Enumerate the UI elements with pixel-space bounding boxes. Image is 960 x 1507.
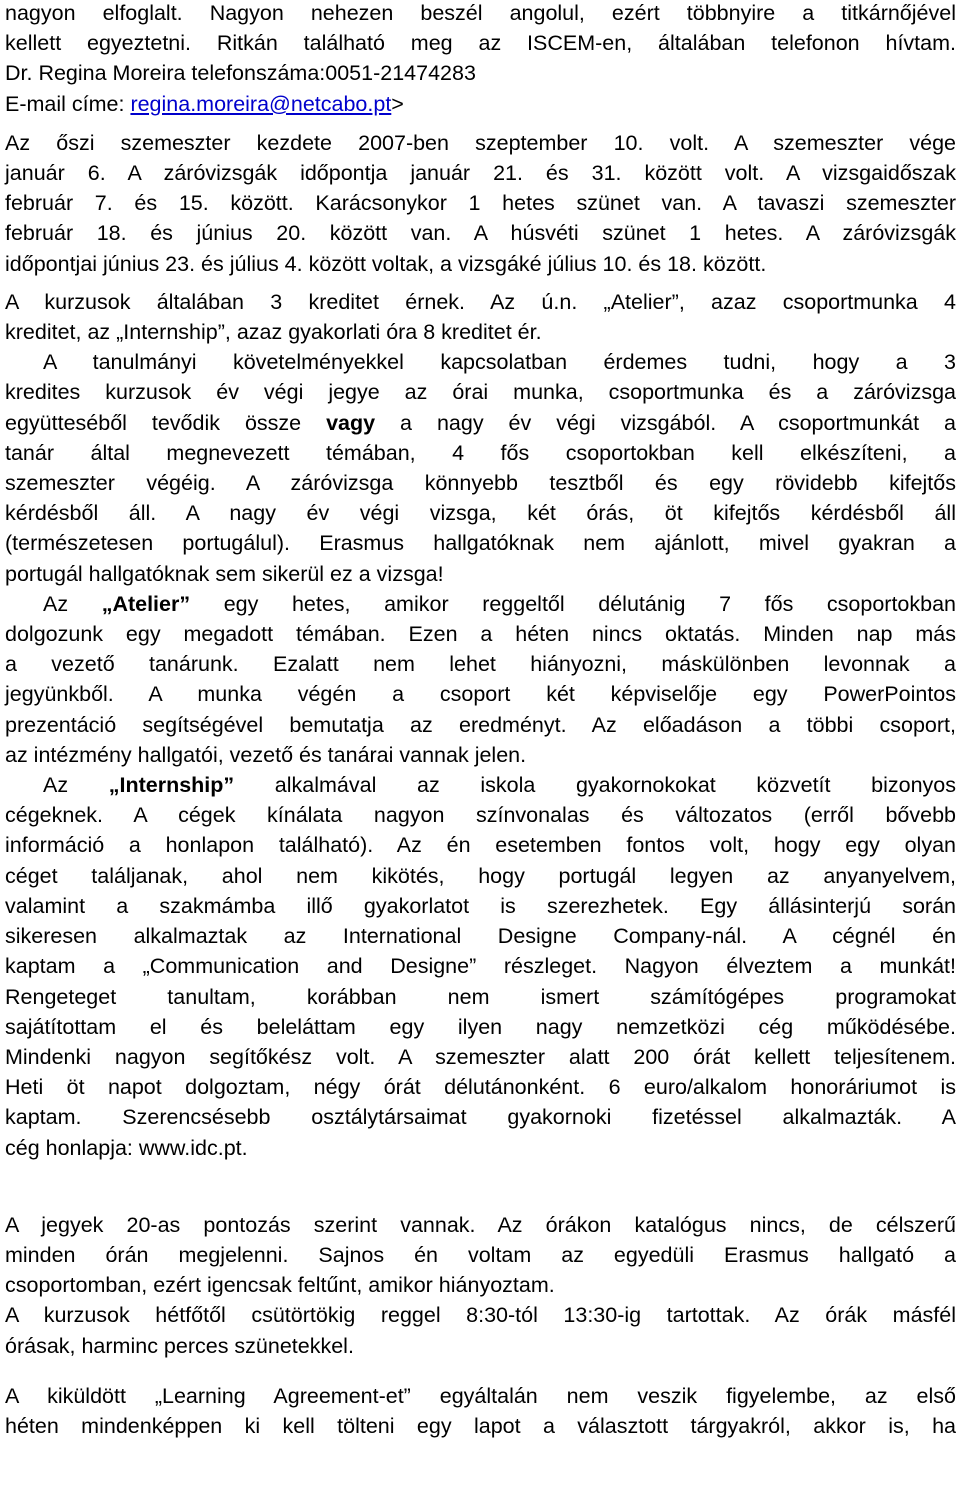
- semester-paragraph: [5, 128, 956, 279]
- text-line: cég honlapja: www.idc.pt.: [5, 1135, 248, 1160]
- text-line: kredites kurzusok év végi jegye az órai munka, csoportmunka és a záróvizsga: [5, 380, 956, 405]
- text-segment: alkalmával az iskola gyakornokokat közvetít bizonyos: [234, 773, 956, 798]
- text-line: tanár által megnevezett témában, 4 fős csoportokban kell elkészíteni, a: [5, 440, 956, 465]
- text-line: céget találjanak, ahol nem kikötés, hogy portugál legyen az anyanyelvem,: [5, 863, 956, 888]
- text-line: [5, 408, 956, 438]
- text-line: valamint a szakmámba illő gyakorlatot is szerezhetek. Egy állásinterjú során: [5, 893, 956, 918]
- text-line: a vezető tanárunk. Ezalatt nem lehet hiányozni, máskülönben levonnak a: [5, 652, 956, 677]
- text-line: A kurzusok hétfőtől csütörtökig reggel 8:30-tól 13:30-ig tartottak. Az órák másfél: [5, 1303, 956, 1328]
- email-link[interactable]: regina.moreira@netcabo.pt: [130, 91, 392, 116]
- text-line: minden órán megjelenni. Sajnos én voltam az egyedüli Erasmus hallgató a: [5, 1242, 956, 1267]
- requirements-paragraph: [5, 347, 956, 589]
- text-line: információ a honlapon található). Az én esetemben fontos volt, hogy egy olyan: [5, 833, 956, 858]
- text-segment: a nagy év végi vizsgából. A csoportmunkát a: [375, 410, 956, 435]
- text-line: kellett egyeztetni. Ritkán található meg az ISCEM-en, általában telefonon hívtam.: [5, 31, 956, 56]
- text-line: héten mindenképpen ki kell tölteni egy lapot a választott tárgyakról, akkor is, ha: [5, 1413, 956, 1438]
- text-line: sikeresen alkalmaztak az International Designe Company-nál. A cégnél én: [5, 924, 956, 949]
- text-line: (természetesen portugálul). Erasmus hallgatóknak nem ajánlott, mivel gyakran a: [5, 531, 956, 556]
- email-label: E-mail címe:: [5, 91, 131, 116]
- bold-term: „Atelier”: [101, 591, 191, 616]
- text-line: prezentáció segítségével bemutatja az eredményt. Az előadáson a többi csoport,: [5, 712, 956, 737]
- text-line: időpontjai június 23. és július 4. között voltak, a vizsgáké július 10. és 18. között.: [5, 251, 767, 276]
- text-line: február 18. és június 20. között van. A húsvéti szünet 1 hetes. A záróvizsgák: [5, 221, 956, 246]
- text-line: A kurzusok általában 3 kreditet érnek. Az ú.n. „Atelier”, azaz csoportmunka 4: [5, 289, 956, 314]
- contact-paragraph: [5, 0, 956, 119]
- text-line: január 6. A záróvizsgák időpontja január 21. és 31. között volt. A vizsgaidőszak: [5, 161, 956, 186]
- bold-term: „Internship”: [108, 773, 235, 798]
- text-line: órásak, harminc perces szünetekkel.: [5, 1333, 354, 1358]
- text-line: kreditet, az „Internship”, azaz gyakorlati óra 8 kreditet ér.: [5, 320, 542, 345]
- text-line: [5, 589, 956, 619]
- text-segment: Az: [43, 773, 109, 798]
- bold-word: vagy: [326, 410, 376, 435]
- text-line: sajátítottam el és beleláttam egy ilyen nagy nemzetközi cég működésébe.: [5, 1014, 956, 1039]
- text-segment: Az: [43, 591, 102, 616]
- text-line: A tanulmányi követelményekkel kapcsolatban érdemes tudni, hogy a 3: [43, 350, 956, 375]
- text-line: szemeszter végéig. A záróvizsga könnyebb tesztből és egy rövidebb kifejtős: [5, 471, 956, 496]
- document-page: [5, 0, 956, 1441]
- text-line: [5, 770, 956, 800]
- text-line: A kiküldött „Learning Agreement-et” egyáltalán nem veszik figyelembe, az első: [5, 1383, 956, 1408]
- text-line: Mindenki nagyon segítőkész volt. A szemeszter alatt 200 órát kellett teljesítenem.: [5, 1044, 956, 1069]
- text-segment: együtteséből tevődik össze: [5, 410, 327, 435]
- credits-paragraph: [5, 287, 956, 347]
- text-line: az intézmény hallgatói, vezető és tanárai vannak jelen.: [5, 742, 527, 767]
- text-line: Az őszi szemeszter kezdete 2007-ben szeptember 10. volt. A szemeszter vége: [5, 130, 956, 155]
- text-line: Dr. Regina Moreira telefonszáma:0051-21474283: [5, 61, 476, 86]
- text-line: csoportomban, ezért igencsak feltűnt, amikor hiányoztam.: [5, 1273, 555, 1298]
- text-line: dolgozunk egy megadott témában. Ezen a héten nincs oktatás. Minden nap más: [5, 622, 956, 647]
- email-suffix: >: [391, 91, 404, 116]
- text-line: kérdésből áll. A nagy év végi vizsga, két órás, öt kifejtős kérdésből áll: [5, 501, 956, 526]
- grades-paragraph: [5, 1210, 956, 1361]
- text-line: kaptam a „Communication and Designe” részleget. Nagyon élveztem a munkát!: [5, 954, 956, 979]
- text-line: Rengeteget tanultam, korábban nem ismert számítógépes programokat: [5, 984, 956, 1009]
- text-line: nagyon elfoglalt. Nagyon nehezen beszél angolul, ezért többnyire a titkárnőjével: [5, 1, 956, 25]
- text-line: A jegyek 20-as pontozás szerint vannak. Az órákon katalógus nincs, de célszerű: [5, 1212, 956, 1237]
- text-line: portugál hallgatóknak sem sikerül ez a vizsga!: [5, 561, 444, 586]
- text-line: Heti öt napot dolgoztam, négy órát délutánonként. 6 euro/alkalom honoráriumot is: [5, 1075, 956, 1100]
- text-line: jegyünkből. A munka végén a csoport két képviselője egy PowerPointos: [5, 682, 956, 707]
- internship-paragraph: [5, 770, 956, 1163]
- text-line: cégeknek. A cégek kínálata nagyon színvonalas és változatos (erről bővebb: [5, 803, 956, 828]
- text-line: kaptam. Szerencsésebb osztálytársaimat gyakornoki fizetéssel alkalmazták. A: [5, 1105, 956, 1130]
- learning-agreement-paragraph: [5, 1381, 956, 1441]
- text-segment: egy hetes, amikor reggeltől délutánig 7 fős csoportokban: [190, 591, 956, 616]
- atelier-paragraph: [5, 589, 956, 770]
- text-line: február 7. és 15. között. Karácsonykor 1 hetes szünet van. A tavaszi szemeszter: [5, 191, 956, 216]
- email-line: [5, 89, 956, 119]
